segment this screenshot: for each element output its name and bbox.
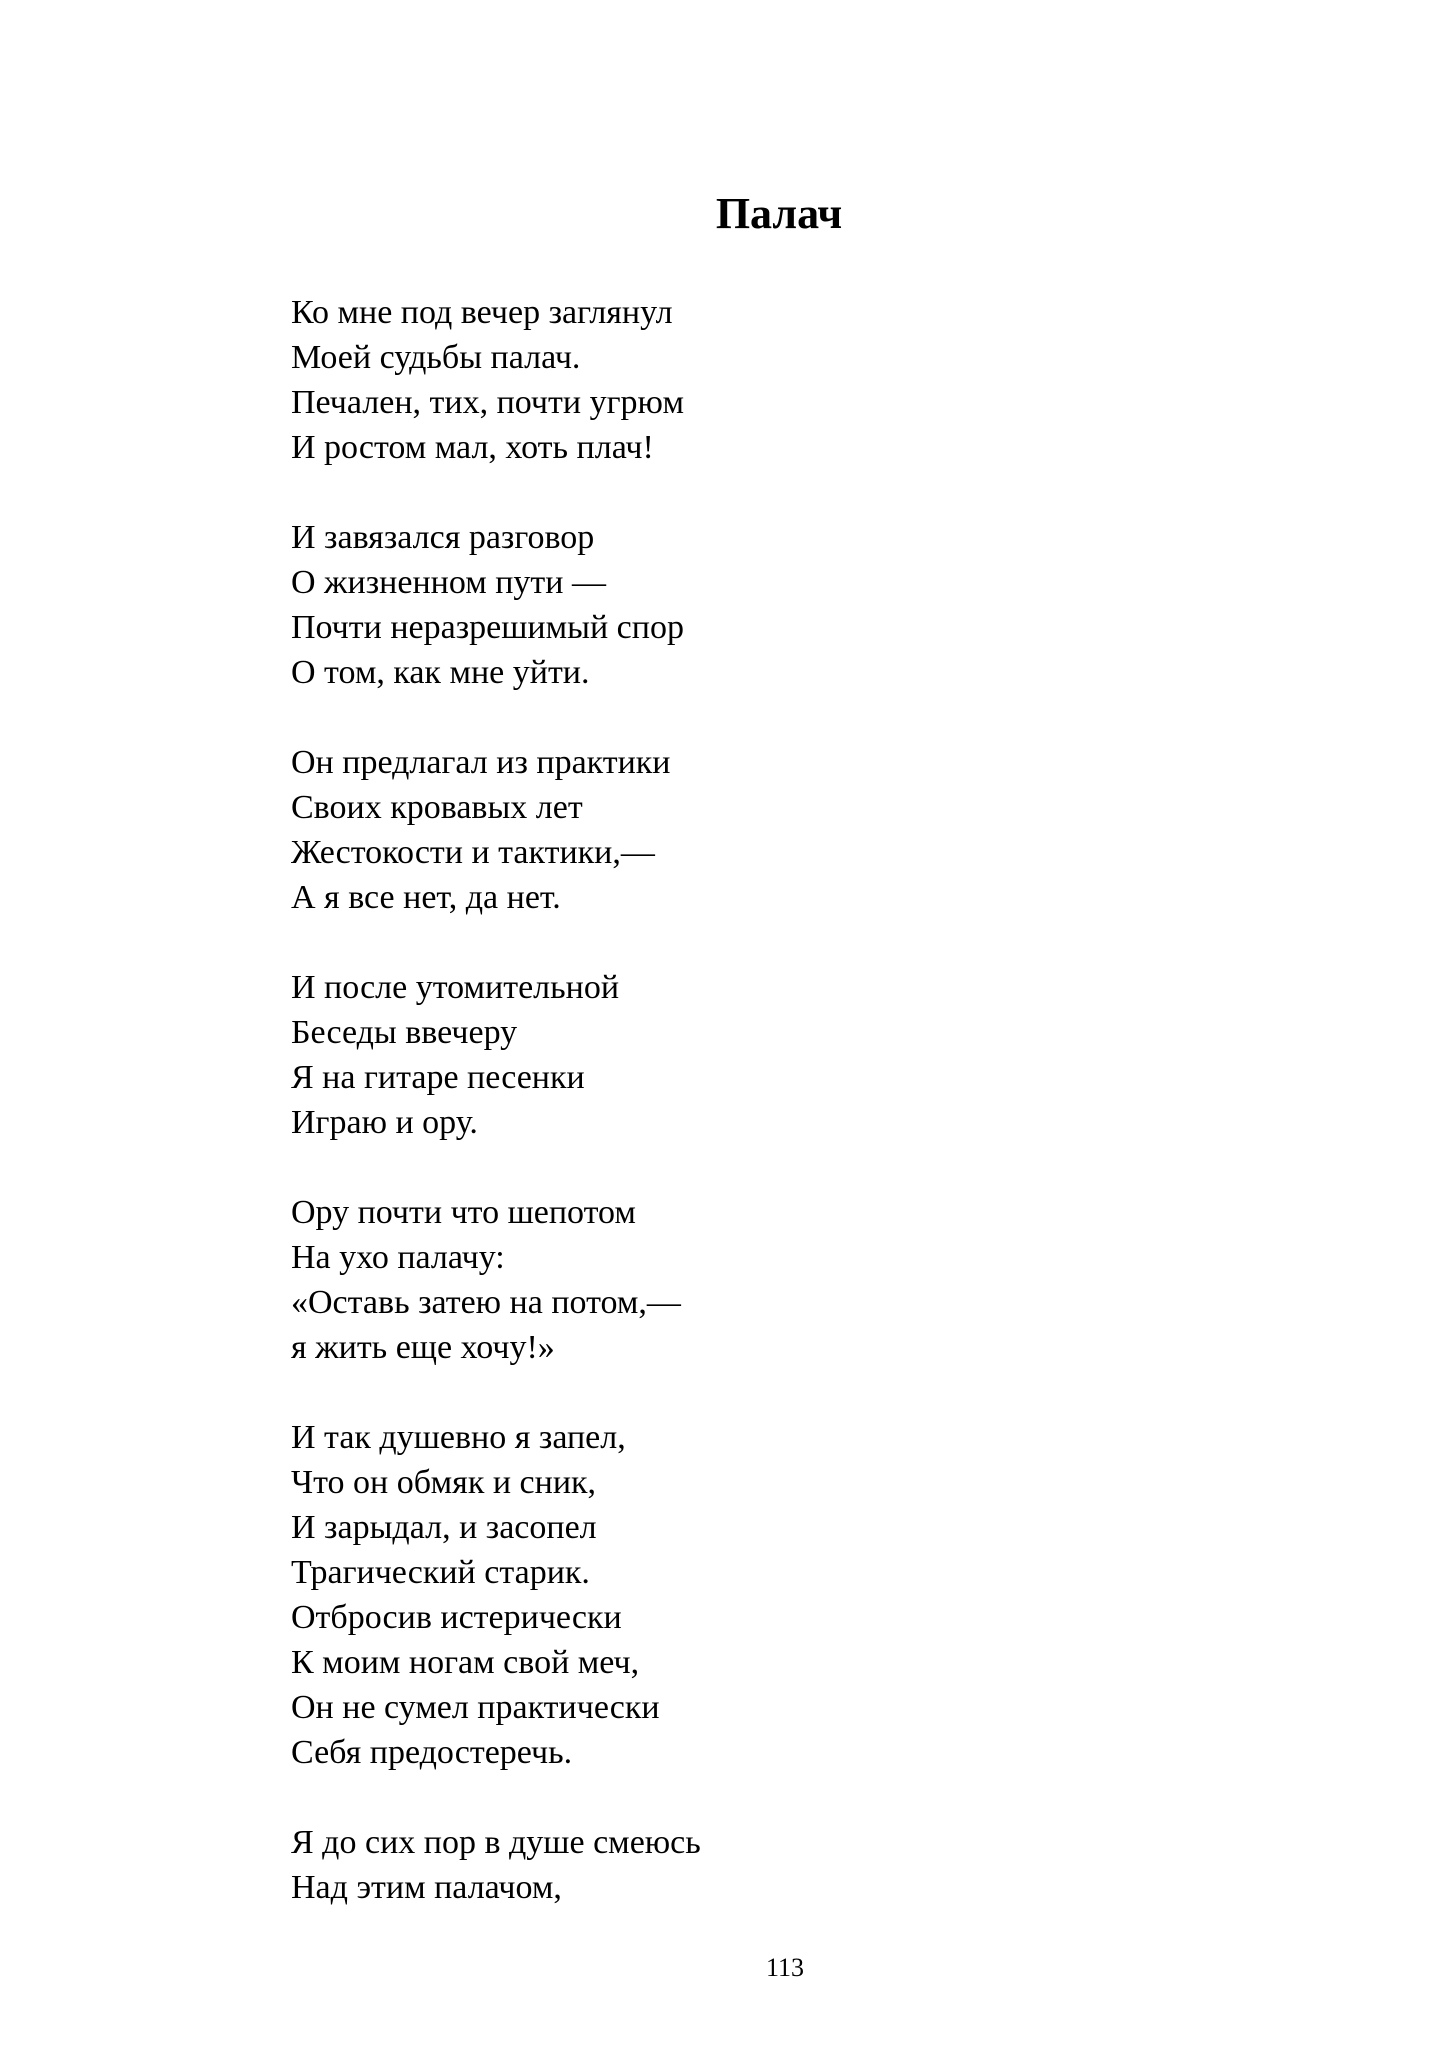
stanza (291, 1820, 701, 1910)
poem-line: Над этим палачом, (291, 1869, 562, 1906)
poem-line: Почти неразрешимый спор (291, 609, 684, 646)
poem-line: О том, как мне уйти. (291, 654, 590, 691)
poem-line: Жестокости и тактики,— (291, 834, 655, 871)
poem-body (291, 290, 701, 1955)
poem-line: Печален, тих, почти угрюм (291, 384, 684, 421)
poem-line: И ростом мал, хоть плач! (291, 429, 654, 466)
stanza (291, 965, 701, 1145)
poem-line: Себя предостеречь. (291, 1734, 573, 1771)
stanza (291, 290, 701, 470)
poem-line: я жить еще хочу!» (291, 1329, 555, 1366)
stanza (291, 515, 701, 695)
stanza (291, 1190, 701, 1370)
stanza (291, 1415, 701, 1775)
poem-line: О жизненном пути — (291, 564, 606, 601)
poem-line: Своих кровавых лет (291, 789, 583, 826)
poem-title: Палач (715, 189, 843, 238)
poem-line: Я до сих пор в душе смеюсь (291, 1824, 701, 1861)
poem-line: Ко мне под вечер заглянул (291, 294, 673, 331)
poem-line: А я все нет, да нет. (291, 879, 561, 916)
poem-line: И так душевно я запел, (291, 1419, 626, 1456)
poem-line: И после утомительной (291, 969, 620, 1006)
poem-line: «Оставь затею на потом,— (291, 1284, 681, 1321)
page-number: 113 (765, 1953, 805, 1982)
poem-line: Отбросив истерически (291, 1599, 622, 1636)
poem-line: На ухо палачу: (291, 1239, 505, 1276)
poem-line: Я на гитаре песенки (291, 1059, 585, 1096)
poem-line: Ору почти что шепотом (291, 1194, 636, 1231)
poem-line: Беседы ввечеру (291, 1014, 518, 1051)
poem-line: Что он обмяк и сник, (291, 1464, 597, 1501)
poem-line: Он не сумел практически (291, 1689, 660, 1726)
poem-line: Играю и ору. (291, 1104, 478, 1141)
poem-line: И завязался разговор (291, 519, 595, 556)
poem-line: И зарыдал, и засопел (291, 1509, 597, 1546)
poem-line: Трагический старик. (291, 1554, 590, 1591)
stanza (291, 740, 701, 920)
poem-line: Моей судьбы палач. (291, 339, 581, 376)
poem-line: Он предлагал из практики (291, 744, 671, 781)
poem-line: К моим ногам свой меч, (291, 1644, 640, 1681)
